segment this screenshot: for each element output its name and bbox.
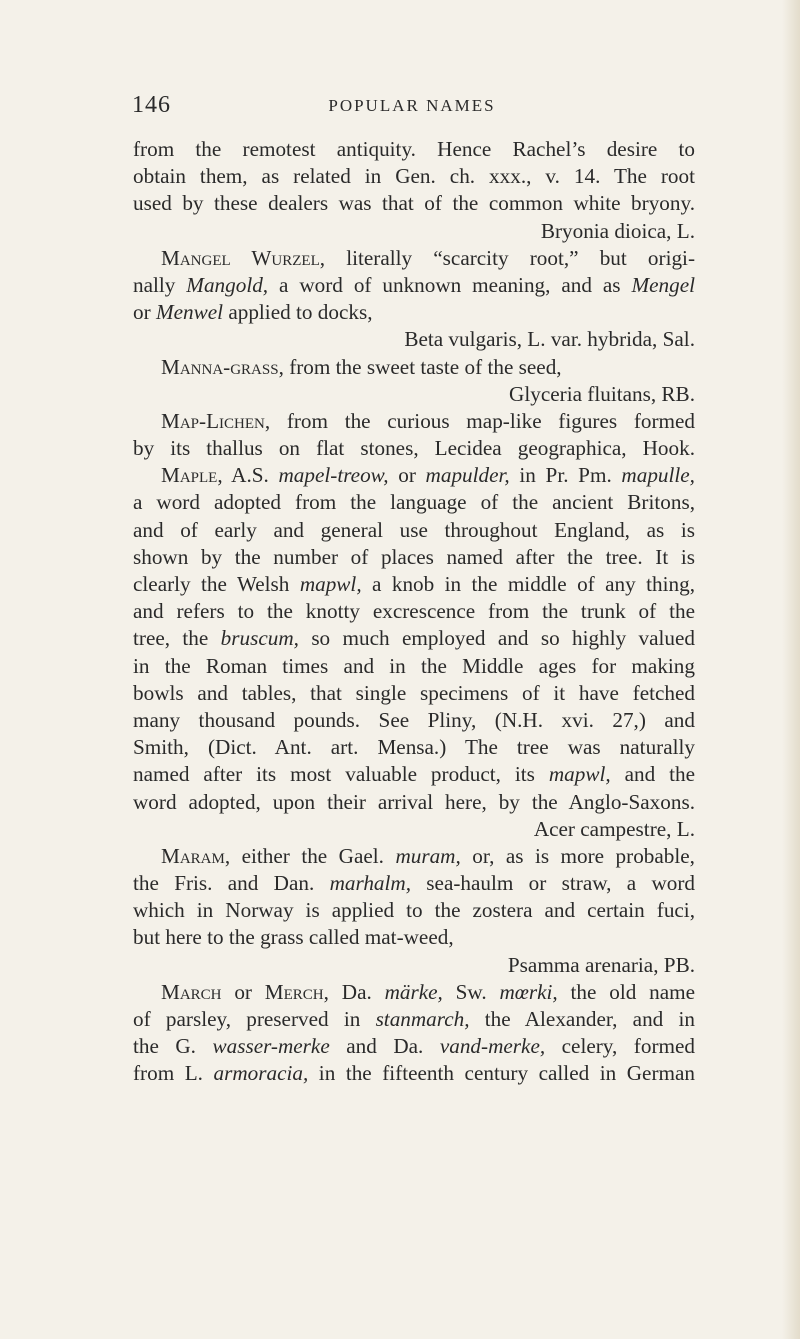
italic-term: mapulle, xyxy=(621,463,695,488)
italic-term: mapwl, xyxy=(548,762,611,787)
line-text: many thousand pounds. See Pliny, (N.H. xvi. 27,) and xyxy=(133,707,695,732)
line-text: Smith, (Dict. Ant. art. Mensa.) The tree was naturally xyxy=(133,735,695,760)
line-text: Bryonia dioica, L. xyxy=(540,218,695,243)
botanical-name xyxy=(133,952,695,979)
line-text: a knob in the middle of any thing, xyxy=(361,572,695,596)
text-line xyxy=(133,571,695,598)
entry-manna-grass xyxy=(133,354,695,381)
entry-headword: Maram, xyxy=(161,843,231,868)
text-line xyxy=(133,734,695,761)
line-text: and the xyxy=(610,762,695,787)
entry-maram xyxy=(133,843,695,870)
line-text: from the sweet taste of the seed, xyxy=(283,354,562,379)
line-text: literally “scarcity root,” but origi- xyxy=(325,245,695,270)
entry-march xyxy=(133,979,695,1006)
line-text: or, as is more probable, xyxy=(460,843,695,868)
line-text: and Da. xyxy=(329,1034,440,1059)
line-text: and of early and general use throughout England, as is xyxy=(133,517,695,542)
italic-term: Menwel xyxy=(155,300,224,325)
line-text: in the Roman times and in the Middle ages for making xyxy=(133,653,695,678)
line-text: celery, formed xyxy=(545,1034,695,1059)
line-text: which in Norway is applied to the zostera and certain fuci, xyxy=(133,898,695,923)
text-line xyxy=(133,625,695,652)
text-line xyxy=(133,299,695,326)
line-text: the G. xyxy=(133,1034,213,1059)
text-line xyxy=(133,761,695,788)
entry-map-lichen xyxy=(133,408,695,435)
page-edge-shadow xyxy=(782,0,800,1339)
line-text: Beta vulgaris, L. var. hybrida, Sal. xyxy=(404,327,695,352)
line-text: Acer campestre, L. xyxy=(533,816,695,841)
text-line xyxy=(133,435,695,462)
line-text: from the curious map-like figures formed xyxy=(270,408,695,433)
entry-headword: Maple, xyxy=(161,463,223,488)
text-line xyxy=(133,707,695,734)
text-line xyxy=(133,653,695,680)
page-header xyxy=(132,92,692,124)
entry-headword: March xyxy=(161,979,222,1004)
botanical-name xyxy=(133,218,695,245)
entry-headword: Map-Lichen, xyxy=(161,408,271,433)
line-text: nally xyxy=(133,272,187,297)
text-line xyxy=(133,1033,695,1060)
text-line xyxy=(133,870,695,897)
line-text: or xyxy=(133,300,156,325)
entry-mangel-wurzel xyxy=(133,245,695,272)
italic-term: vand-merke, xyxy=(439,1034,546,1059)
line-text: in Pr. Pm. xyxy=(509,463,622,488)
text-line xyxy=(133,1006,695,1033)
text-line xyxy=(133,897,695,924)
line-text: clearly the Welsh xyxy=(133,572,300,596)
line-text: either the Gael. xyxy=(230,843,396,868)
text-line xyxy=(133,190,695,217)
entry-headword: Mangel Wurzel, xyxy=(161,245,326,270)
italic-term: märke, xyxy=(384,979,443,1004)
line-text: Sw. xyxy=(442,979,500,1004)
botanical-name xyxy=(133,816,695,843)
line-text: A.S. xyxy=(222,463,279,488)
italic-term: wasser-merke xyxy=(212,1034,330,1059)
line-text: or xyxy=(388,463,426,488)
line-text: so much employed and so highly valued xyxy=(298,626,696,651)
line-text: and refers to the knotty excrescence from the trunk of the xyxy=(133,599,695,624)
line-text: applied to docks, xyxy=(223,300,373,325)
line-text: the Fris. and Dan. xyxy=(133,871,330,896)
botanical-name xyxy=(133,326,695,353)
text-line xyxy=(133,489,695,516)
line-text: the Alexander, and in xyxy=(469,1007,695,1031)
italic-term: stanmarch, xyxy=(375,1007,470,1031)
line-text: tree, the xyxy=(133,626,221,651)
line-text: by its thallus on flat stones, Lecidea geographica, Hook. xyxy=(133,436,695,461)
line-text: Da. xyxy=(328,979,385,1004)
botanical-name xyxy=(133,381,695,408)
line-text: but here to the grass called mat-weed, xyxy=(133,925,454,950)
italic-term: mœrki, xyxy=(499,979,558,1004)
italic-term: Mangold, xyxy=(186,272,269,297)
line-text: bowls and tables, that single specimens of it have fetched xyxy=(133,680,695,705)
line-text: sea-haulm or straw, a word xyxy=(411,871,695,896)
line-text: used by these dealers was that of the common white bryony. xyxy=(133,191,695,216)
line-text: the old name xyxy=(557,979,695,1004)
italic-term: mapel-treow, xyxy=(278,463,389,488)
text-line xyxy=(133,517,695,544)
text-line xyxy=(133,272,695,299)
line-text: shown by the number of places named after the tree. It is xyxy=(133,544,695,569)
line-text: named after its most valuable product, its xyxy=(133,762,549,787)
line-text: from L. xyxy=(133,1061,214,1086)
italic-term: mapwl, xyxy=(299,572,362,596)
text-line xyxy=(133,924,695,951)
line-text: from the remotest antiquity. Hence Rachel’s desire to xyxy=(133,137,695,161)
line-text: Psamma arenaria, PB. xyxy=(507,952,695,977)
text-line xyxy=(133,136,695,163)
italic-term: marhalm, xyxy=(329,871,411,896)
italic-term: muram, xyxy=(395,843,461,868)
entry-headword: Merch, xyxy=(264,979,329,1004)
text-line xyxy=(133,1060,695,1087)
text-line xyxy=(133,598,695,625)
text-line xyxy=(133,789,695,816)
line-text: obtain them, as related in Gen. ch. xxx., v. 14. The root xyxy=(133,164,695,189)
text-line xyxy=(133,680,695,707)
body-text xyxy=(133,136,695,1088)
line-text: in the fifteenth century called in German xyxy=(308,1061,695,1086)
line-text: Glyceria fluitans, RB. xyxy=(509,381,695,406)
italic-term: Mengel xyxy=(631,272,695,297)
italic-term: bruscum, xyxy=(220,626,299,651)
entry-headword: Manna-grass, xyxy=(161,354,284,379)
italic-term: mapulder, xyxy=(425,463,510,488)
line-text: a word of unknown meaning, and as xyxy=(268,272,632,297)
text-line xyxy=(133,163,695,190)
line-text: a word adopted from the language of the ancient Britons, xyxy=(133,490,695,515)
entry-maple xyxy=(133,462,695,489)
line-text: of parsley, preserved in xyxy=(133,1007,376,1031)
page-number: 146 xyxy=(132,92,171,118)
line-text: word adopted, upon their arrival here, by the Anglo-Saxons. xyxy=(133,789,695,814)
running-head: POPULAR NAMES xyxy=(328,96,496,115)
line-text: or xyxy=(221,979,265,1004)
text-line xyxy=(133,544,695,571)
italic-term: armoracia, xyxy=(213,1061,309,1086)
